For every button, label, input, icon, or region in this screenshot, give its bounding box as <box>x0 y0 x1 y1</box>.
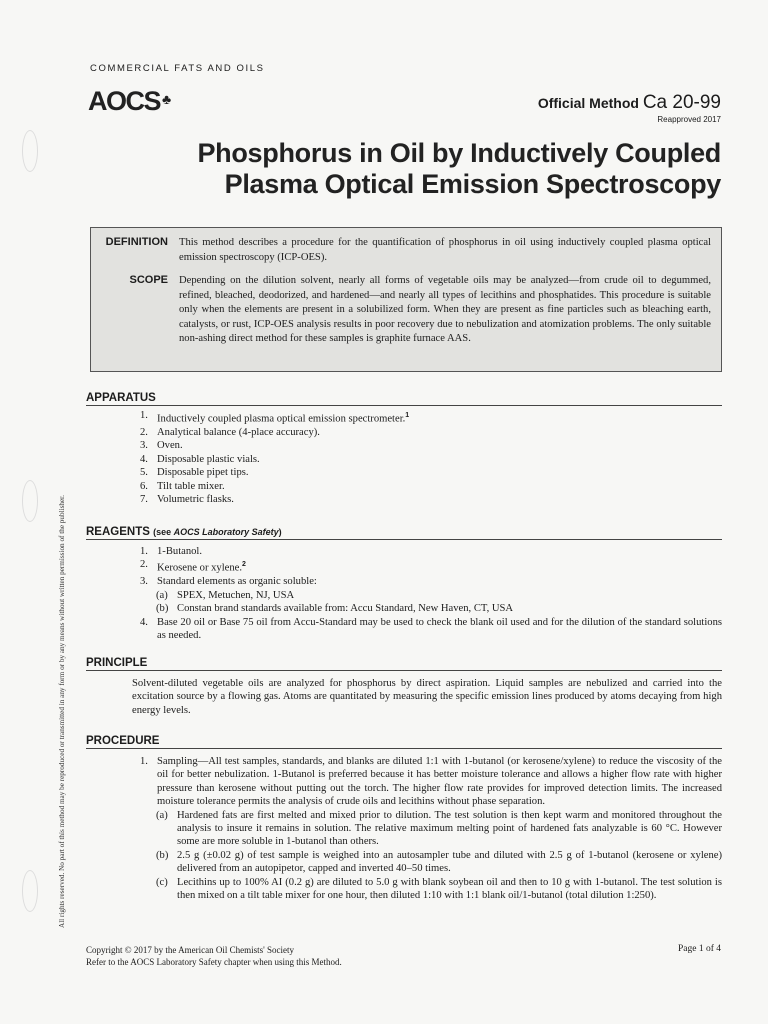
item-text: Kerosene or xylene. <box>157 562 243 574</box>
safety-reference: AOCS Laboratory Safety <box>173 527 279 537</box>
item-number: 3. <box>140 440 148 452</box>
item-number: 4. <box>140 453 148 465</box>
list-subitem <box>140 849 722 876</box>
item-text: Lecithins up to 100% AI (0.2 g) are diluted to 5.0 g with blank soybean oil and then to 10 g with 1-butanol. The test solution is then mixed on a tilt table mixer for one hour, then diluted 1:10 with 1:1 blank oil/1-butanol (total dilution 1:250). <box>177 876 722 902</box>
rights-notice: All rights reserved. No part of this method may be reproduced or transmitted in any form or by any means without written permission of the publisher. <box>58 495 66 928</box>
item-text: Standard elements as organic soluble: <box>157 576 317 588</box>
item-text: Oven. <box>157 440 183 452</box>
item-text: Constan brand standards available from: Accu Standard, New Haven, CT, USA <box>177 603 514 615</box>
reagents-list <box>140 545 722 642</box>
item-number: (c) <box>156 876 168 888</box>
item-text: Analytical balance (4-place accuracy). <box>157 426 320 438</box>
item-number: (a) <box>156 589 168 601</box>
safety-note: Refer to the AOCS Laboratory Safety chapter when using this Method. <box>86 957 342 967</box>
item-number: (a) <box>156 809 168 821</box>
series-label: COMMERCIAL FATS AND OILS <box>90 63 265 74</box>
item-text: Hardened fats are first melted and mixed prior to dilution. The test solution is then kept warm and monitored throughout the analysis to insure it remains in solution. The relative maximum melting point of hardened fats analyzable is 60 °C. However some are more soluble in 1-butanol than others. <box>177 809 722 848</box>
item-text: SPEX, Metuchen, NJ, USA <box>177 589 295 601</box>
footer-copyright-block <box>86 944 342 968</box>
item-number: (b) <box>156 603 169 615</box>
list-item <box>140 439 722 452</box>
definition-scope-box <box>90 227 722 372</box>
footnote-marker: 2 <box>242 561 246 569</box>
list-item <box>140 426 722 439</box>
scope-label: SCOPE <box>129 274 168 286</box>
item-number: 5. <box>140 467 148 479</box>
item-text: Tilt table mixer. <box>157 480 225 492</box>
item-number: 1. <box>140 546 148 557</box>
definition-label: DEFINITION <box>105 236 168 248</box>
principle-heading: PRINCIPLE <box>86 657 722 671</box>
list-subitem <box>140 589 722 602</box>
item-number: 4. <box>140 616 148 628</box>
punch-hole-shadow <box>22 480 38 522</box>
punch-hole-shadow <box>22 870 38 912</box>
apparatus-list <box>140 409 722 506</box>
item-number: 6. <box>140 480 148 492</box>
reagents-note: (see AOCS Laboratory Safety) <box>153 527 282 537</box>
scope-text: Depending on the dilution solvent, nearly all forms of vegetable oils may be analyzed—from crude oil to degummed, refined, bleached, deodorized, and hardened—and nearly all types of lecithins and phosphatides. This procedure is suitable only when the elements are present in a solubilized form. When they are present as fine particles such as bleaching earth, catalysts, or rust, ICP-OES analysis results in poor recovery due to nebulization and atomization problems. The only suitable non-ashing direct method for these samples is graphite furnace AAS. <box>179 275 711 345</box>
list-item <box>140 755 722 809</box>
item-number: 1. <box>140 410 148 421</box>
item-text: Volumetric flasks. <box>157 493 234 505</box>
procedure-list <box>140 755 722 902</box>
title-line-1: Phosphorus in Oil by Inductively Coupled <box>197 138 721 168</box>
list-item <box>140 480 722 493</box>
list-item <box>140 558 722 575</box>
reapproved-date: Reapproved 2017 <box>657 115 721 124</box>
item-text: Disposable pipet tips. <box>157 467 249 479</box>
punch-hole-shadow <box>22 130 38 172</box>
procedure-heading: PROCEDURE <box>86 735 722 749</box>
reagents-heading <box>86 526 722 540</box>
principle-text: Solvent-diluted vegetable oils are analyzed for phosphorus by direct aspiration. Liquid samples are nebulized and carried into the excitation source by a flowing gas. Atoms are quantitated by measuring the specific emission lines produced by atoms decaying from high energy levels. <box>132 678 722 716</box>
copyright-text: Copyright © 2017 by the American Oil Chemists' Society <box>86 945 294 955</box>
page-number: Page 1 of 4 <box>677 944 721 954</box>
item-text: Sampling—All test samples, standards, and blanks are diluted 1:1 with 1-butanol (or kerosene/xylene) to reduce the viscosity of the oil for better nebulization. 1-Butanol is preferred because it has better moisture tolerance and allows a higher flow rate with higher pressure than kerosene without putting out the torch. The higher flow rate provides for improved detection limits. The increased moisture tolerance permits the analysis of crude oils and lecithins without phase separation. <box>157 756 722 808</box>
method-label: Official Method <box>537 95 639 111</box>
item-number: 2. <box>140 426 148 438</box>
apparatus-heading: APPARATUS <box>86 392 722 406</box>
item-number: (b) <box>156 849 169 861</box>
method-number: Ca 20-99 <box>642 92 721 113</box>
list-subitem <box>140 876 722 903</box>
logo-text: AOCS <box>88 86 161 116</box>
item-number: 2. <box>140 559 148 571</box>
list-item <box>140 616 722 643</box>
item-number: 3. <box>140 576 148 588</box>
method-designation <box>538 92 721 114</box>
list-subitem <box>140 809 722 849</box>
footnote-marker: 1 <box>405 412 410 419</box>
list-item <box>140 453 722 466</box>
definition-text: This method describes a procedure for the quantification of phosphorus in oil using inductively coupled plasma optical emission spectroscopy (ICP-OES). <box>179 237 711 263</box>
logo-leaf-icon: ♣ <box>162 91 172 107</box>
list-item <box>140 493 722 506</box>
item-number: 1. <box>140 756 148 767</box>
item-number: 7. <box>140 493 148 505</box>
list-item <box>140 545 722 558</box>
list-subitem <box>140 602 722 615</box>
item-text: Base 20 oil or Base 75 oil from Accu-Standard may be used to check the blank oil used and for the dilution of the standard solutions as needed. <box>157 616 722 641</box>
item-text: Inductively coupled plasma optical emission spectrometer. <box>157 413 406 425</box>
reagents-heading-text: REAGENTS <box>86 526 150 538</box>
item-text: 1-Butanol. <box>157 546 203 557</box>
aocs-logo <box>88 86 171 117</box>
item-text: Disposable plastic vials. <box>157 453 260 465</box>
page-title <box>197 138 721 200</box>
item-text: 2.5 g (±0.02 g) of test sample is weighed into an autosampler tube and diluted with 2.5 g of 1-butanol (kerosene or xylene) delivered from an autopipetor, capped and inverted 40–50 times. <box>177 849 722 875</box>
list-item <box>140 466 722 479</box>
list-item <box>140 409 722 426</box>
list-item <box>140 575 722 588</box>
title-line-2: Plasma Optical Emission Spectroscopy <box>224 169 721 199</box>
